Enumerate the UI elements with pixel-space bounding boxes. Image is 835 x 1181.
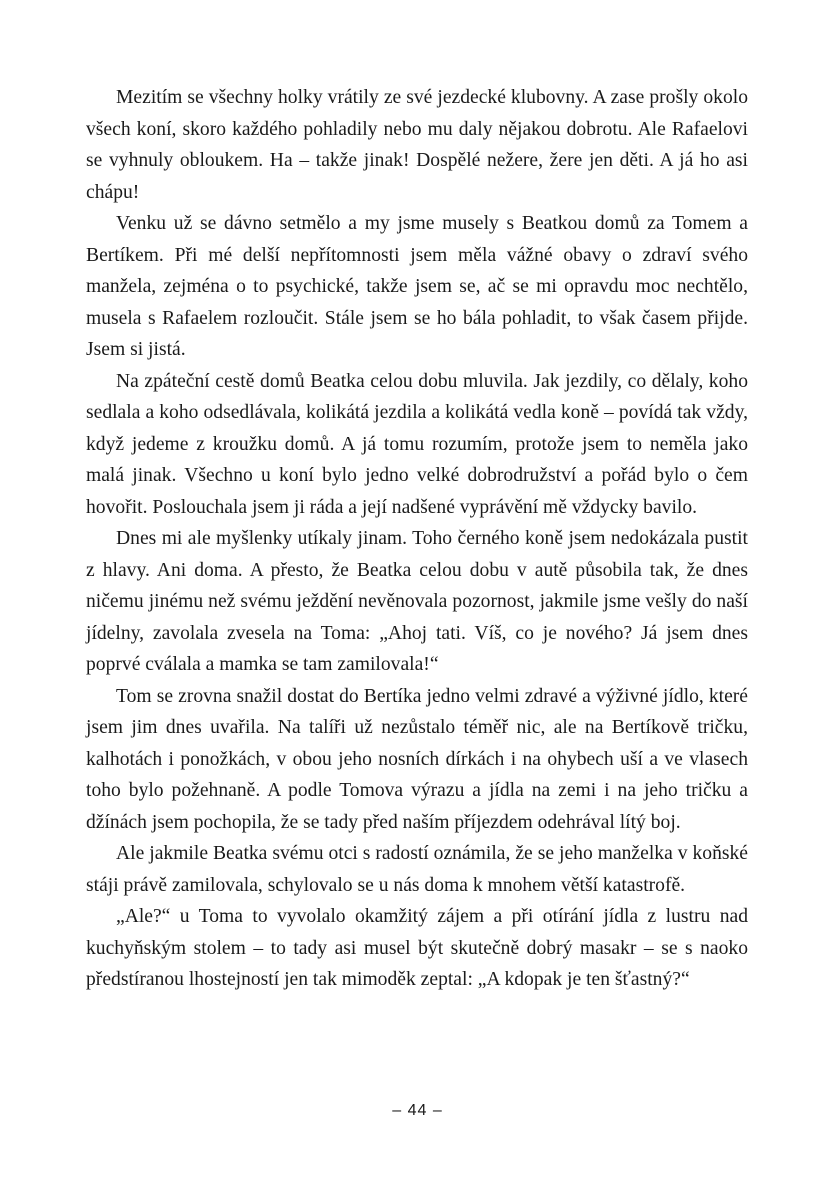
paragraph: Dnes mi ale myšlenky utíkaly jinam. Toho černého koně jsem nedokázala pustit z hlavy. Ani doma. A přesto, že Beatka celou dobu v autě působila tak, že dnes ničemu jinému než svému ježdění nevěnovala pozornost, jakmile jsme vešly do naší jídelny, zavolala zvesela na Toma: „Ahoj tati. Víš, co je nového? Já jsem dnes poprvé cválala a mamka se tam zamilovala!“ bbox=[86, 528, 748, 675]
paragraph: Na zpáteční cestě domů Beatka celou dobu mluvila. Jak jezdily, co dělaly, koho sedlala a koho odsedlávala, kolikátá jezdila a kolikátá vedla koně – povídá tak vždy, když jedeme z kroužku domů. A já tomu rozumím, protože jsem to neměla jako malá jinak. Všechno u koní bylo jedno velké dobrodružství a pořád bylo o čem hovořit. Poslouchala jsem ji ráda a její nadšené vyprávění mě vždycky bavilo. bbox=[86, 370, 748, 518]
body-text bbox=[86, 82, 748, 996]
paragraph: Mezitím se všechny holky vrátily ze své jezdecké klubovny. A zase prošly okolo všech koní, skoro každého pohladily nebo mu daly nějakou dobrotu. Ale Rafaelovi se vyhnuly obloukem. Ha – takže jinak! Dospělé nežere, žere jen děti. A já ho asi chápu! bbox=[86, 87, 748, 203]
page-number: – 44 – bbox=[392, 1102, 443, 1119]
paragraph: Ale jakmile Beatka svému otci s radostí oznámila, že se jeho manželka v koňské stáji právě zamilovala, schylovalo se u nás doma k mnohem větší katastrofě. bbox=[86, 843, 748, 896]
paragraph: „Ale?“ u Toma to vyvolalo okamžitý zájem a při otírání jídla z lustru nad kuchyňským stolem – to tady asi musel být skutečně dobrý masakr – se s naoko předstíranou lhostejností jen tak mimoděk zeptal: „A kdopak je ten šťastný?“ bbox=[86, 906, 748, 990]
paragraph: Tom se zrovna snažil dostat do Bertíka jedno velmi zdravé a výživné jídlo, které jsem jim dnes uvařila. Na talíři už nezůstalo téměř nic, ale na Bertíkově tričku, kalhotách i ponožkách, v obou jeho nosních dírkách i na ohybech uší a ve vlasech toho bylo požehnaně. A podle Tomova výrazu a jídla na zemi i na jeho tričku a džínách jsem pochopila, že se tady před naším příjezdem odehrával lítý boj. bbox=[86, 685, 748, 833]
paragraph: Venku už se dávno setmělo a my jsme musely s Beatkou domů za Tomem a Bertíkem. Při mé delší nepřítomnosti jsem měla vážné obavy o zdraví svého manžela, zejména o to psychické, takže jsem se, ač se mi opravdu moc nechtělo, musela s Rafaelem rozloučit. Stále jsem se ho bála pohladit, to však časem přijde. Jsem si jistá. bbox=[86, 213, 748, 360]
